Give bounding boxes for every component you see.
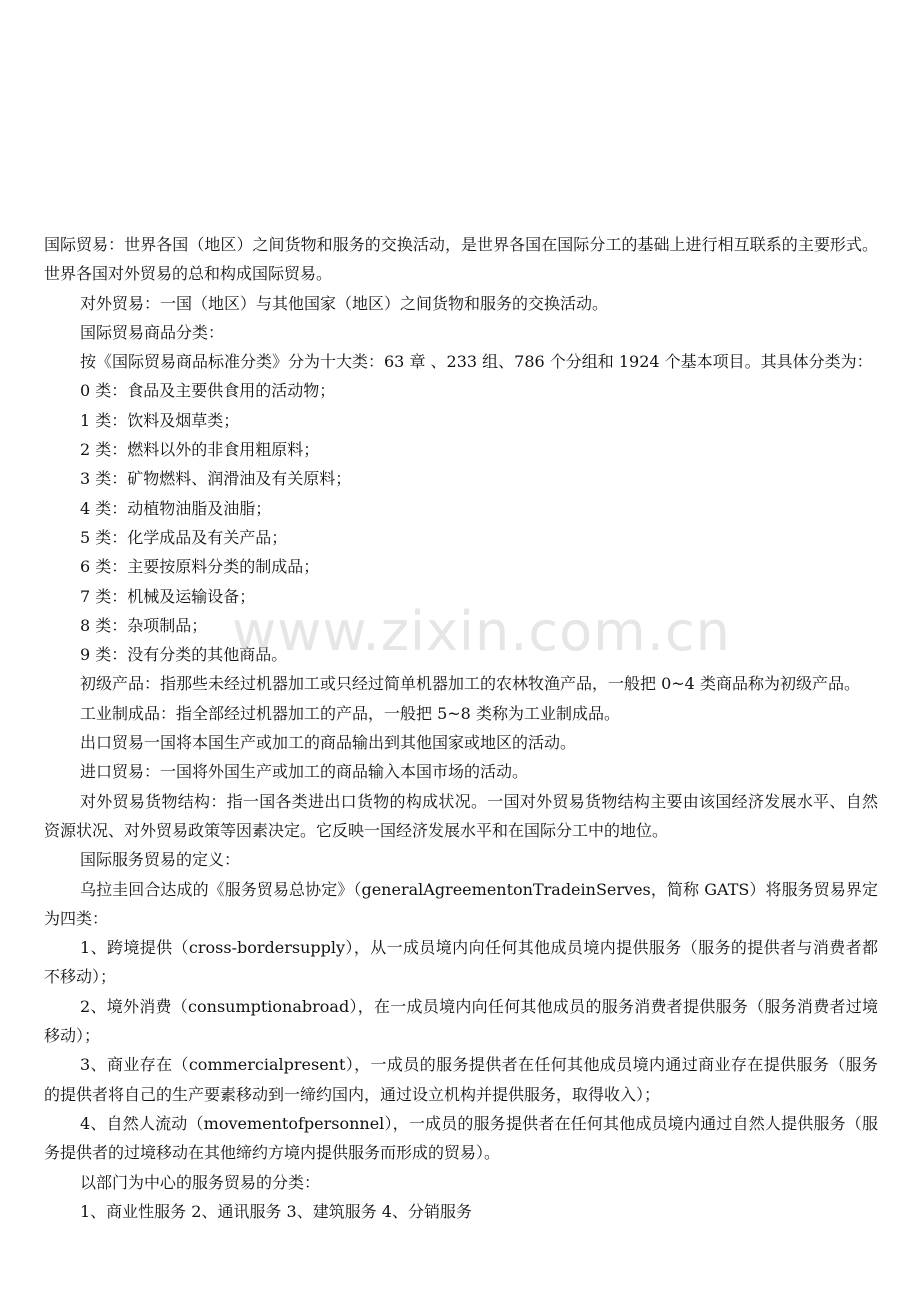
paragraph-goods-structure: 对外贸易货物结构：指一国各类进出口货物的构成状况。一国对外贸易货物结构主要由该国经济发展水平、自然资源状况、对外贸易政策等因素决定。它反映一国经济发展水平和在国际分工中的地位。 bbox=[44, 791, 878, 840]
document-body bbox=[44, 230, 878, 1226]
paragraph-sector-list: 1、商业性服务 2、通讯服务 3、建筑服务 4、分销服务 bbox=[80, 1201, 472, 1221]
list-item-class-5: 5 类：化学成品及有关产品； bbox=[80, 527, 288, 547]
list-item-class-0: 0 类：食品及主要供食用的活动物； bbox=[80, 381, 336, 401]
paragraph-foreign-trade: 对外贸易：一国（地区）与其他国家（地区）之间货物和服务的交换活动。 bbox=[80, 293, 609, 313]
list-item-class-4: 4 类：动植物油脂及油脂； bbox=[80, 498, 272, 518]
list-item-class-9: 9 类：没有分类的其他商品。 bbox=[80, 645, 288, 665]
paragraph-manufactured-goods: 工业制成品：指全部经过机器加工的产品，一般把 5~8 类称为工业制成品。 bbox=[80, 703, 620, 723]
list-item-class-2: 2 类：燃料以外的非食用粗原料； bbox=[80, 440, 320, 460]
watermark: www.zixin.com.cn bbox=[232, 600, 731, 663]
paragraph-heading-service-trade: 国际服务贸易的定义： bbox=[80, 850, 241, 870]
list-item-cross-border-supply: 1、跨境提供（cross-bordersupply），从一成员境内向任何其他成员境内提供服务（服务的提供者与消费者都不移动）； bbox=[44, 938, 878, 987]
list-item-commercial-presence: 3、商业存在（commercialpresent），一成员的服务提供者在任何其他成员境内通过商业存在提供服务（服务的提供者将自己的生产要素移动到一缔约国内，通过设立机构并提供服务，取得收入）； bbox=[44, 1055, 878, 1104]
list-item-class-6: 6 类：主要按原料分类的制成品； bbox=[80, 557, 320, 577]
paragraph-sitc-overview: 按《国际贸易商品标准分类》分为十大类：63 章 、233 组、786 个分组和 1924 个基本项目。其具体分类为： bbox=[80, 352, 873, 372]
list-item-class-3: 3 类：矿物燃料、润滑油及有关原料； bbox=[80, 469, 352, 489]
list-item-class-1: 1 类：饮料及烟草类； bbox=[80, 410, 240, 430]
list-item-class-8: 8 类：杂项制品； bbox=[80, 615, 208, 635]
paragraph-international-trade: 国际贸易：世界各国（地区）之间货物和服务的交换活动，是世界各国在国际分工的基础上进行相互联系的主要形式。世界各国对外贸易的总和构成国际贸易。 bbox=[44, 235, 878, 284]
paragraph-heading-commodity-classification: 国际贸易商品分类： bbox=[80, 322, 225, 342]
paragraph-primary-products: 初级产品：指那些未经过机器加工或只经过简单机器加工的农林牧渔产品，一般把 0~4 类商品称为初级产品。 bbox=[80, 674, 860, 694]
paragraph-heading-sector-classification: 以部门为中心的服务贸易的分类： bbox=[80, 1172, 321, 1192]
list-item-movement-of-persons: 4、自然人流动（movementofpersonnel），一成员的服务提供者在任何其他成员境内通过自然人提供服务（服务提供者的过境移动在其他缔约方境内提供服务而形成的贸易）。 bbox=[44, 1113, 878, 1163]
list-item-class-7: 7 类：机械及运输设备； bbox=[80, 586, 256, 606]
paragraph-import-trade: 进口贸易：一国将外国生产或加工的商品输入本国市场的活动。 bbox=[80, 762, 529, 782]
paragraph-gats: 乌拉圭回合达成的《服务贸易总协定》（generalAgreementonTradeinServes，简称 GATS）将服务贸易界定为四类： bbox=[44, 879, 878, 928]
paragraph-export-trade: 出口贸易一国将本国生产或加工的商品输出到其他国家或地区的活动。 bbox=[80, 733, 577, 753]
list-item-consumption-abroad: 2、境外消费（consumptionabroad），在一成员境内向任何其他成员的服务消费者提供服务（服务消费者过境移动）； bbox=[44, 996, 878, 1046]
